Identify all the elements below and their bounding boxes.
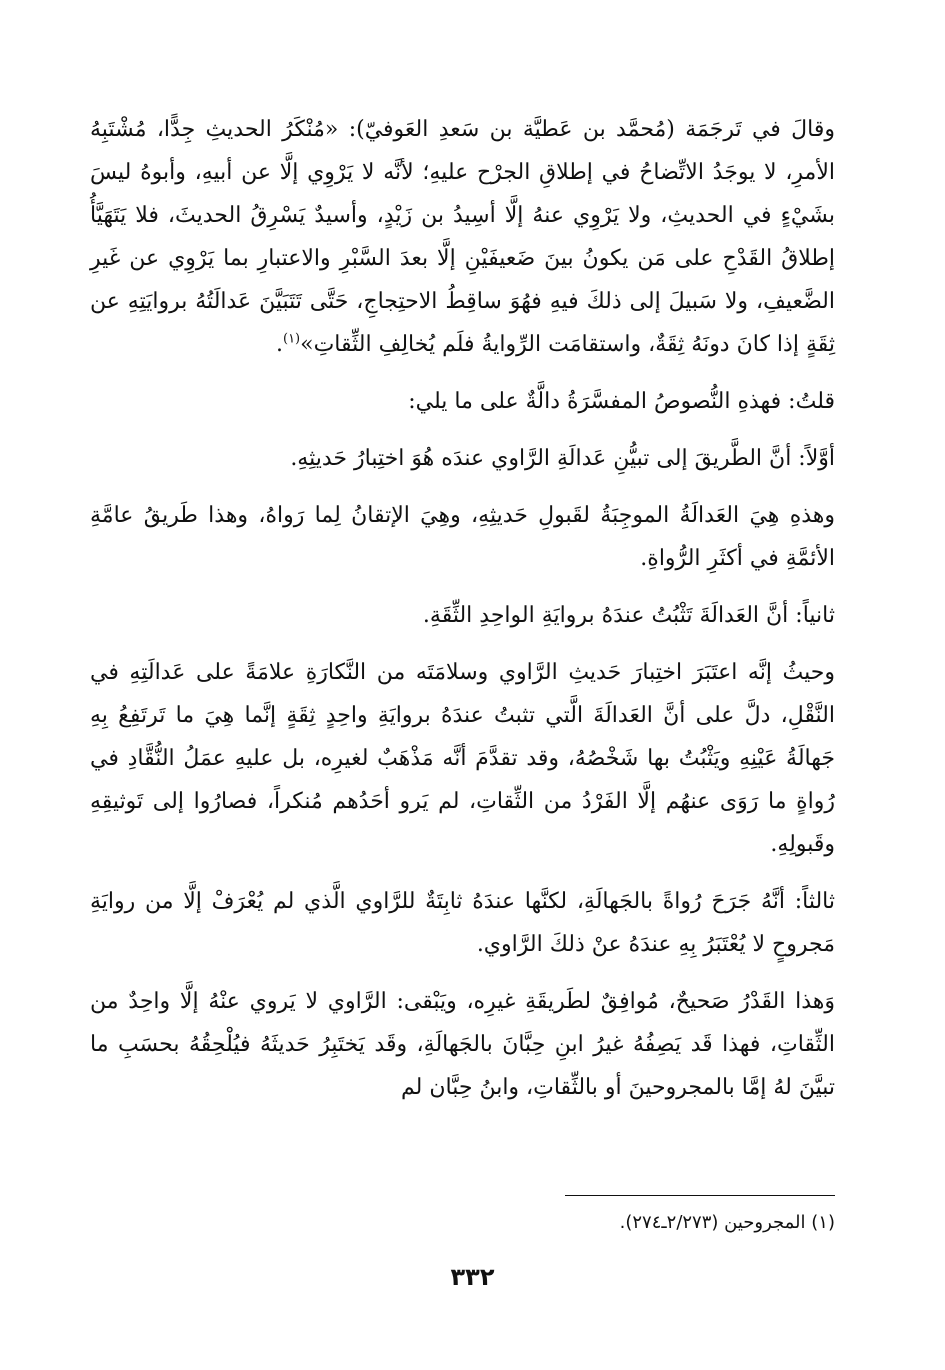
page-number: ٣٣٢ bbox=[450, 1263, 495, 1291]
page-body bbox=[90, 108, 835, 1109]
footnote-divider bbox=[565, 1195, 835, 1196]
paragraph-7: ثالثاً: أنَّهُ جَرَحَ رُواةً بالجَهالَةِ، لكنَّها عندَهُ ثابِتَةٌ للرَّاوي الَّذي لم يُعْرَفْ إلَّا من روايَةِ مَجروحٍ لا يُعْتَبَرُ بِهِ عندَهُ عنْ ذلكَ الرَّاوي. bbox=[90, 889, 835, 957]
paragraph-4: وهذهِ هِيَ العَدالَةُ الموجِبَةُ لقَبولِ حَديثِهِ، وهِيَ الإتقانُ لِما رَواهُ، وهذا طَريقُ عامَّةِ الأئمَّةِ في أكثَرِ الرُّواةِ. bbox=[90, 503, 835, 571]
paragraph-2: قلتُ: فهذهِ النُّصوصُ المفسَّرَةُ دالَّةٌ على ما يلي: bbox=[408, 389, 835, 414]
footnote-marker: (١) bbox=[282, 331, 301, 347]
paragraph-8: وَهذا القَدْرُ صَحيحٌ، مُوافِقٌ لطَريقَةِ غيرِه، ويَبْقى: الرَّاوي لا يَروي عنْهُ إلَّا واحِدٌ من الثِّقاتِ، فهذا قَد يَصِفُهُ غيرُ ابنِ حِبَّانَ بالجَهالَةِ، وقَد يَختَبِرُ حَديثَهُ فيُلْحِقُهُ بحسَبِ ما تبيَّنَ لهُ إمَّا بالمجروحينَ أو بالثِّقاتِ، وابنُ حِبَّان لم bbox=[90, 989, 835, 1100]
paragraph-1-end: . bbox=[275, 332, 283, 357]
paragraph-5: ثانياً: أنَّ العَدالَةَ تَثْبُتُ عندَهُ بروايَةِ الواحِدِ الثِّقَةِ. bbox=[422, 603, 835, 628]
paragraph-1 bbox=[90, 108, 835, 366]
paragraph-3: أوَّلاً: أنَّ الطَّريقَ إلى تبيُّنِ عَدالَةِ الرَّاوي عندَه هُوَ اختِبارُ حَديثِهِ. bbox=[290, 446, 835, 471]
paragraph-6: وحيثُ إنَّه اعتَبَرَ اختِبارَ حَديثِ الرَّاوي وسلامَتَه من النَّكارَةِ علامَةً على عَدالَتِهِ في النَّقْلِ، دلَّ على أنَّ العَدالَةَ الَّتي تثبتُ عندَهُ بروايَةِ واحِدٍ ثِقَةٍ إنَّما هِيَ ما تَرتَفِعُ بِهِ جَهالَةُ عَيْنِهِ ويَثْبُتُ بها شَخْصُهُ، وقد تقدَّمَ أنَّه مَذْهَبٌ لغيرِه، بل عليهِ عمَلُ النُّقَّادِ في رُواةٍ ما رَوَى عنهُم إلَّا الفَرْدُ من الثِّقاتِ، لم يَرو أحَدُهم مُنكراً، فصارُوا إلى تَوثيقِهِ وقَبولِهِ. bbox=[90, 660, 835, 857]
paragraph-1-text: وقالَ في تَرجَمَة (مُحمَّد بن عَطيَّة بن سَعدِ العَوفيّ): «مُنْكَرُ الحديثِ جِدًّا، مُشْتَبِهُ الأمرِ، لا يوجَدُ الاتِّضاحُ في إطلاقِ الجرْح عليهِ؛ لأنَّه لا يَرْوِي إلَّا عن أبيهِ، وأبوهُ ليسَ بشَيْءٍ في الحديثِ، ولا يَرْوِي عنهُ إلَّا أسِيدُ بن زَيْدٍ، وأسيدٌ يَسْرِقُ الحديثَ، فلا يَتَهَيَّأُ إطلاقُ القَدْحِ على مَن يكونُ بينَ ضَعيفَيْنِ إلَّا بعدَ السَّبْرِ والاعتبارِ بما يَرْوِي عن غَيرِ الضَّعيفِ، ولا سَبيلَ إلى ذلكَ فيهِ فهُوَ ساقِطُ الاحتِجاجِ، حَتَّى تَتَبَيَّنَ عَدالَتُهُ بروايَتِهِ عن ثِقَةٍ إذا كانَ دونَهُ ثِقَةٌ، واستقامَت الرِّوايةُ فلَم يُخالِفِ الثِّقاتِ» bbox=[90, 117, 835, 357]
footnote: (١) المجروحين (٢/٢٧٣ـ٢٧٤). bbox=[619, 1212, 835, 1233]
